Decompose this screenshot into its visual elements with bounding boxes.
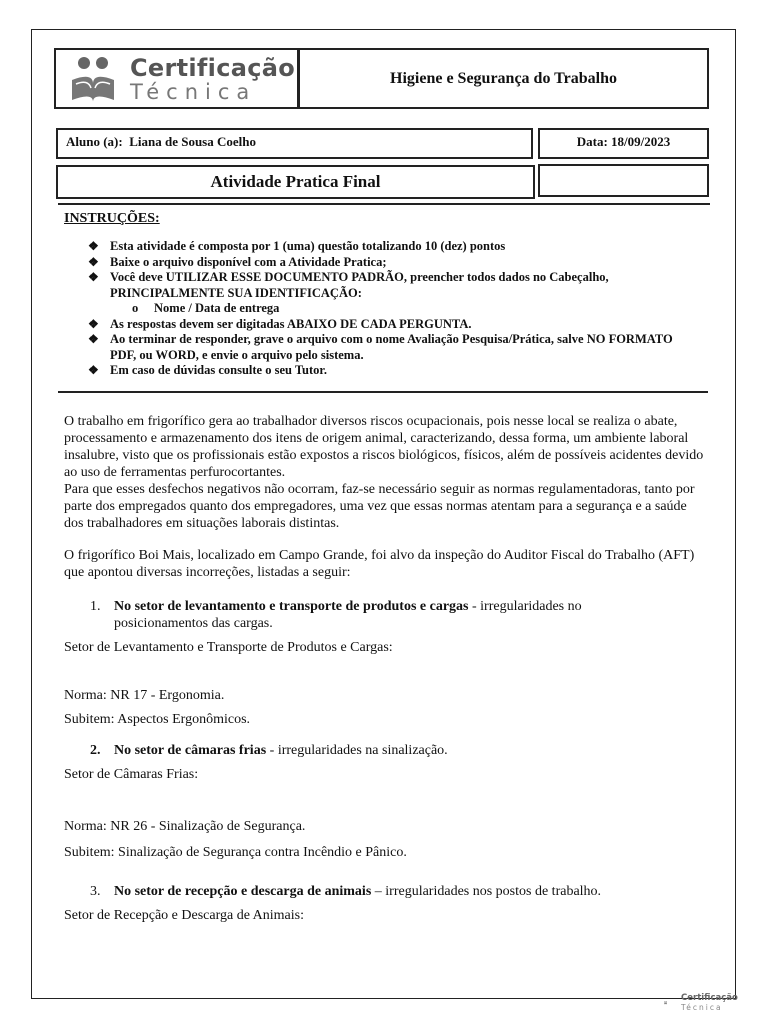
instructions-list — [88, 239, 698, 379]
subitem-1: Subitem: Aspectos Ergonômicos. — [64, 712, 251, 727]
divider-bottom — [58, 391, 708, 393]
divider-top — [58, 203, 710, 205]
diamond-bullet-icon: ❖ — [88, 239, 99, 253]
norma-1: Norma: NR 17 - Ergonomia. — [64, 688, 225, 703]
date-field[interactable] — [538, 128, 709, 159]
question-heading: No setor de levantamento e transporte de produtos e cargas — [114, 599, 469, 614]
question-item-1: 1. No setor de levantamento e transporte de produtos e cargas - irregularidades no posicionamentos das cargas. — [90, 599, 582, 631]
sector-label-2: Setor de Câmaras Frias: — [64, 767, 199, 782]
paragraph-2: Para que esses desfechos negativos não ocorram, faz-se necessário seguir as normas regulamentadoras, tanto por parte dos empregados quanto dos empregadores, uma vez que essas normas atentam para a segurança e a saúde dos trabalhadores em situações laborais distintas. — [64, 482, 695, 531]
footer-logo-title: Certificação — [681, 993, 738, 1003]
student-field[interactable] — [56, 128, 533, 159]
activity-title: Atividade Pratica Final — [56, 165, 535, 199]
list-item: ❖ Você deve UTILIZAR ESSE DOCUMENTO PADRÃO, preencher todos dados no Cabeçalho, PRINCIPALMENTE SUA IDENTIFICAÇÃO: — [88, 270, 609, 300]
date-label: Data: — [576, 134, 608, 149]
sector-label-3: Setor de Recepção e Descarga de Animais: — [64, 908, 304, 923]
diamond-bullet-icon: ❖ — [88, 316, 99, 331]
diamond-bullet-icon: ❖ — [88, 254, 99, 269]
diamond-bullet-icon: ❖ — [88, 270, 99, 284]
grade-field[interactable] — [538, 164, 709, 197]
list-item: ❖ Em caso de dúvidas consulte o seu Tutor. — [88, 363, 327, 377]
list-item: ❖ Ao terminar de responder, grave o arquivo com o nome Avaliação Pesquisa/Prática, salve NO FORMATO PDF, ou WORD, e envie o arquivo pelo sistema. — [88, 332, 673, 362]
body-intro — [64, 413, 708, 532]
footer-logo-subtitle: Técnica — [681, 1003, 723, 1012]
question-heading: No setor de recepção e descarga de animais — [114, 884, 372, 899]
paragraph-1: O trabalho em frigorífico gera ao trabalhador diversos riscos ocupacionais, pois nesse local se realiza o abate, processamento e armazenamento dos itens de origem animal, caracterizando, dessa forma, um ambiente laboral insalubre, visto que os profissionais estão expostos a riscos biológicos, físicos, além de possíveis acidentes devido ao uso de ferramentas perfurocortantes. — [64, 414, 704, 480]
subitem-2: Subitem: Sinalização de Segurança contra Incêndio e Pânico. — [64, 845, 407, 860]
course-title: Higiene e Segurança do Trabalho — [298, 48, 709, 109]
logo-title: Certificação — [130, 54, 296, 82]
question-heading: No setor de câmaras frias — [114, 743, 267, 758]
logo-subtitle: Técnica — [130, 80, 257, 104]
norma-2: Norma: NR 26 - Sinalização de Segurança. — [64, 819, 306, 834]
student-name: Liana de Sousa Coelho — [129, 134, 256, 149]
list-item: ❖ As respostas devem ser digitadas ABAIXO DE CADA PERGUNTA. — [88, 316, 472, 331]
list-item: ❖ Baixe o arquivo disponível com a Atividade Pratica; — [88, 254, 387, 269]
question-item-3: 3. No setor de recepção e descarga de animais – irregularidades nos postos de trabalho. — [90, 884, 602, 899]
sector-label-1: Setor de Levantamento e Transporte de Produtos e Cargas: — [64, 640, 393, 655]
date-value: 18/09/2023 — [611, 134, 671, 149]
instructions-title: INSTRUÇÕES: — [64, 211, 160, 226]
diamond-bullet-icon: ❖ — [88, 332, 99, 346]
paragraph-3: O frigorífico Boi Mais, localizado em Campo Grande, foi alvo da inspeção do Auditor Fiscal do Trabalho (AFT) que apontou diversas incorreções, listadas a seguir: — [64, 548, 695, 580]
subitem-bullet: o — [132, 301, 139, 315]
footer-logo-icon — [664, 993, 680, 1013]
student-label: Aluno (a): — [66, 134, 123, 149]
list-item: ❖ Esta atividade é composta por 1 (uma) questão totalizando 10 (dez) pontos — [88, 239, 506, 253]
question-item-2: 2. No setor de câmaras frias - irregularidades na sinalização. — [90, 743, 448, 758]
diamond-bullet-icon: ❖ — [88, 363, 99, 377]
list-subitem: o Nome / Data de entrega — [132, 301, 280, 315]
